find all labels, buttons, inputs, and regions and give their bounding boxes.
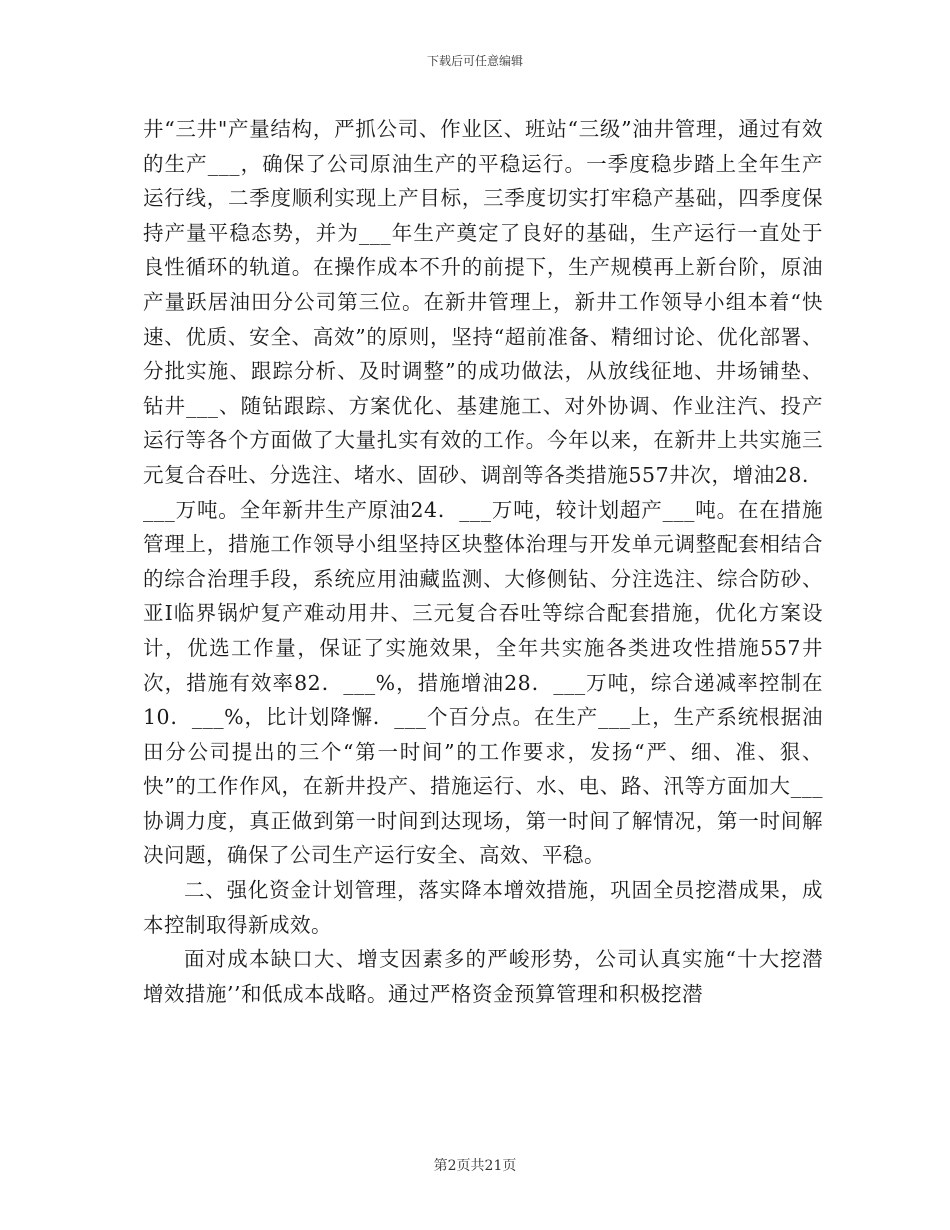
body-paragraph-3: 面对成本缺口大、增支因素多的严峻形势，公司认真实施“十大挖潜增效措施’’和低成本战略。通过严格资金预算管理和积极挖潜 [143, 947, 823, 1006]
section-heading-2: 二、强化资金计划管理，落实降本增效措施，巩固全员挖潜成果，成本控制取得新成效。 [143, 878, 823, 937]
page-header: 下载后可任意编辑 [426, 54, 523, 68]
body-paragraph-1: 井“三井"产量结构，严抓公司、作业区、班站“三级”油井管理，通过有效的生产___，确保了公司原油生产的平稳运行。一季度稳步踏上全年生产运行线，二季度顺利实现上产目标，三季度切实打牢稳产基础，四季度保持产量平稳态势，并为___年生产奠定了良好的基础，生产运行一直处于良性循环的轨道。在操作成本不升的前提下，生产规模再上新台阶，原油产量跃居油田分公司第三位。在新井管理上，新井工作领导小组本着“快速、优质、安全、高效”的原则，坚持“超前准备、精细讨论、优化部署、分批实施、跟踪分析、及时调整”的成功做法，从放线征地、井场铺垫、钻井___、随钻跟踪、方案优化、基建施工、对外协调、作业注汽、投产运行等各个方面做了大量扎实有效的工作。今年以来，在新井上共实施三元复合吞吐、分选注、堵水、固砂、调剖等各类措施557井次，增油28．___万吨。全年新井生产原油24．___万吨，较计划超产___吨。在在措施管理上，措施工作领导小组坚持区块整体治理与开发单元调整配套相结合的综合治理手段，系统应用油藏监测、大修侧钻、分注选注、综合防砂、亚Ⅰ临界锅炉复产难动用井、三元复合吞吐等综合配套措施，优化方案设计，优选工作量，保证了实施效果，全年共实施各类进攻性措施557井次，措施有效率82．___%，措施增油28．___万吨，综合递减率控制在10．___%，比计划降懈．___个百分点。在生产___上，生产系统根据油田分公司提出的三个“第一时间”的工作要求，发扬“严、细、准、狠、快”的工作作风，在新井投产、措施运行、水、电、路、汛等方面加大___协调力度，真正做到第一时间到达现场，第一时间了解情况，第一时间解决问题，确保了公司生产运行安全、高效、平稳。 [143, 117, 823, 868]
document-body [143, 112, 823, 1011]
page-footer: 第2页共21页 [433, 1158, 517, 1174]
